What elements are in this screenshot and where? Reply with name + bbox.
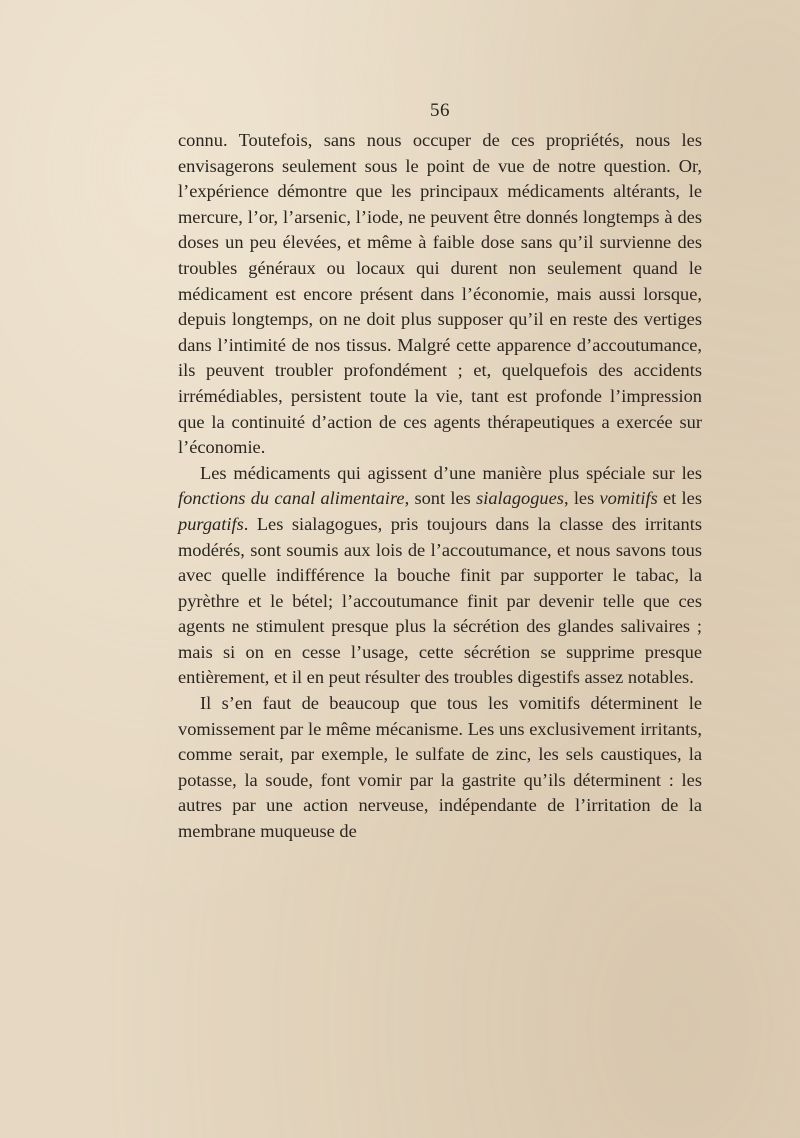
- body-text: [178, 128, 702, 845]
- paragraph: [178, 461, 702, 691]
- text-run: connu. Toutefois, sans nous occuper de ces propriétés, nous les envisagerons seulement sous le point de vue de notre question. Or, l’expérience démontre que les principaux médicaments altérants, le mercure, l’or, l’arsenic, l’iode, ne peuvent être donnés longtemps à des doses un peu élevées, et même à faible dose sans qu’il survienne des troubles généraux ou locaux qui durent non seulement quand le médicament est encore présent dans l’économie, mais aussi lorsque, depuis longtemps, on ne doit plus supposer qu’il en reste des vertiges dans l’intimité de nos tissus. Malgré cette apparence d’accoutumance, ils peuvent troubler profondément ; et, quelquefois des accidents irrémédiables, persistent toute la vie, tant est profonde l’impression que la continuité d’action de ces agents thérapeutiques a exercée sur l’économie.: [178, 130, 702, 458]
- text-run: Les médicaments qui agissent d’une manière plus spéciale sur les: [200, 462, 702, 483]
- page-number: 56: [430, 100, 450, 121]
- text-run: . Les sialagogues, pris toujours dans la classe des irritants modérés, sont soumis aux lois de l’accoutumance, et nous savons tous avec quelle indifférence la bouche finit par supporter le tabac, la pyrèthre et le bétel; l’accoutumance finit par devenir telle que ces agents ne stimulent presque plus la sécrétion des glandes salivaires ; mais si on en cesse l’usage, cette sécrétion se supprime presque entièrement, et il en peut résulter des troubles digestifs assez notables.: [178, 513, 702, 688]
- italic-term: vomitifs: [599, 488, 658, 509]
- italic-term: purgatifs: [178, 513, 244, 534]
- paragraph: [178, 691, 702, 845]
- text-run: Il s’en faut de beaucoup que tous les vomitifs déterminent le vomissement par le même mécanisme. Les uns exclusivement irritants, comme serait, par exemple, le sulfate de zinc, les sels caustiques, la potasse, la soude, font vomir par la gastrite qu’ils déterminent : les autres par une action nerveuse, indépendante de l’irritation de la membrane muqueuse de: [178, 693, 702, 842]
- text-run: et les: [657, 488, 702, 509]
- text-run: , sont les: [404, 488, 477, 509]
- paragraph: [178, 128, 702, 461]
- italic-term: fonctions du canal alimentaire: [178, 488, 405, 509]
- italic-term: sialagogues: [476, 488, 564, 509]
- text-run: , les: [563, 488, 600, 509]
